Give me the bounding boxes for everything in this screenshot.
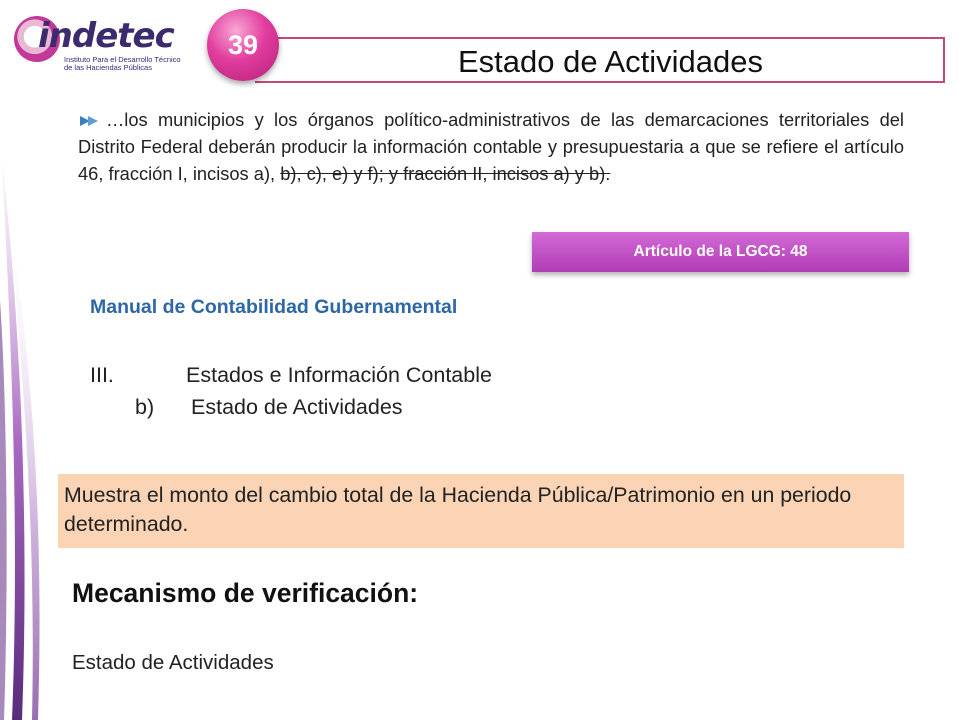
paragraph-text: …los municipios y los órganos político-administrativos de las demarcaciones territoriales del Distrito Federal deberán producir la información contable y presupuestaria a que se refiere el artículo 46, fracción I, incisos a),: [78, 109, 904, 184]
indetec-logo: [8, 10, 188, 72]
manual-title: Manual de Contabilidad Gubernamental: [90, 296, 458, 318]
title-frame: [255, 37, 945, 83]
description-box: [58, 474, 904, 548]
logo-subtitle-line2: de las Haciendas Públicas: [64, 63, 152, 72]
verification-value: Estado de Actividades: [72, 651, 274, 674]
slide-title: Estado de Actividades: [457, 44, 763, 79]
logo-subtitle-line1: Instituto Para el Desarrollo Técnico: [64, 55, 181, 64]
manual-section: [90, 363, 492, 388]
verification-title: Mecanismo de verificación:: [72, 578, 419, 608]
description-text: Muestra el monto del cambio total de la Hacienda Pública/Patrimonio en un periodo determinado.: [64, 483, 852, 536]
subsection-label: Estado de Actividades: [191, 395, 403, 419]
law-excerpt-paragraph: [78, 106, 904, 187]
subsection-number: b): [135, 395, 155, 419]
paragraph-struck-text: b), c), e) y f); y fracción II, incisos a) y b).: [280, 163, 611, 184]
slide-number-badge: 39: [207, 9, 279, 81]
section-label: Estados e Información Contable: [186, 363, 492, 387]
section-number: III.: [90, 363, 114, 387]
logo-subtitle: [64, 56, 194, 72]
logo-wordmark: indetec: [38, 16, 174, 56]
left-decorative-swoosh: [0, 0, 60, 720]
arrow-bullet-icon: [78, 114, 106, 128]
manual-subsection: [135, 395, 403, 420]
article-reference-button[interactable]: Artículo de la LGCG: 48: [532, 232, 909, 272]
